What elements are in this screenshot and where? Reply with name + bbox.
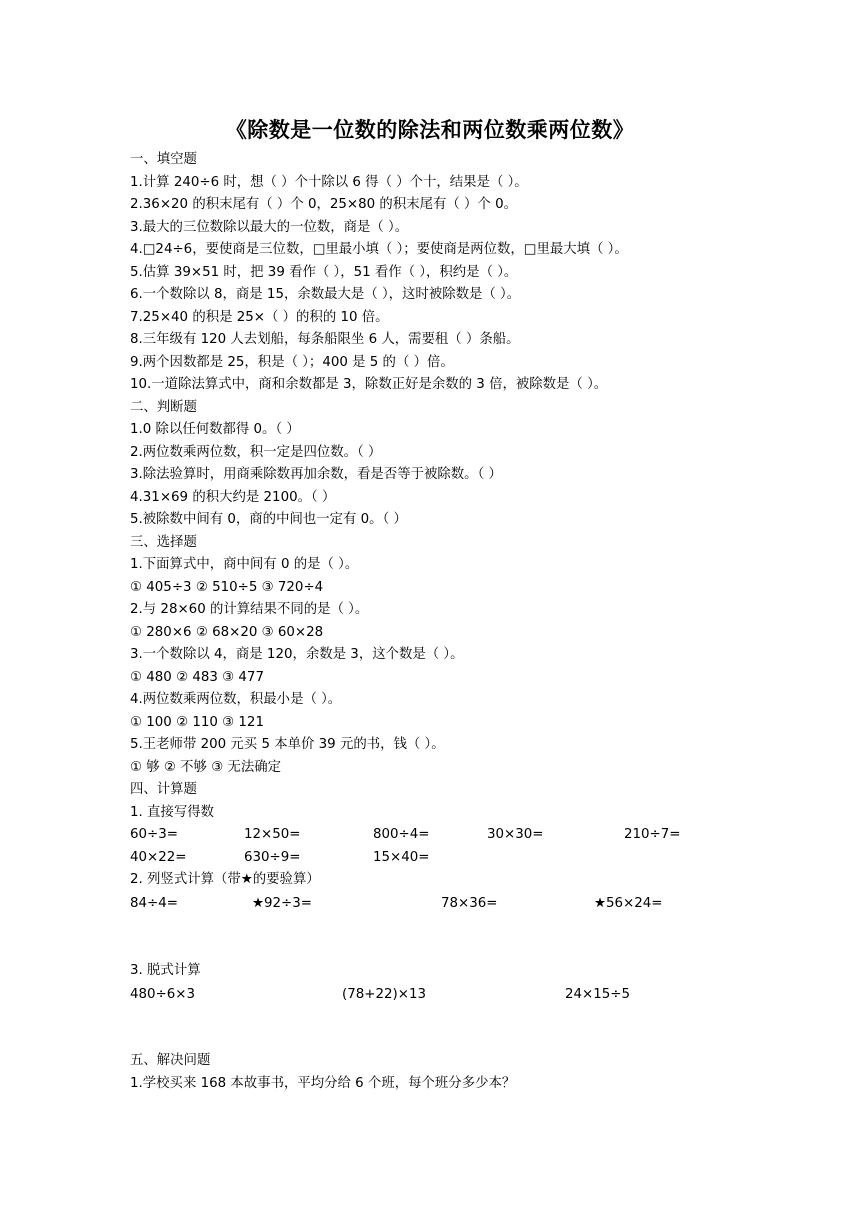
oral-calc-item: 12×50= bbox=[244, 827, 301, 842]
vertical-calc-item: ★56×24= bbox=[594, 896, 663, 911]
vertical-calc-item: 78×36= bbox=[441, 896, 498, 911]
step-calc-item: 480÷6×3 bbox=[130, 987, 196, 1002]
section-heading-word-problems: 五、解决问题 bbox=[130, 1053, 211, 1068]
step-calc-item: (78+22)×13 bbox=[342, 987, 427, 1002]
choice-question-2: 2.与 28×60 的计算结果不同的是（ ）。 bbox=[130, 602, 369, 617]
choice-options-4: ① 100 ② 110 ③ 121 bbox=[130, 715, 264, 730]
oral-calc-item: 15×40= bbox=[373, 850, 430, 865]
step-calc-item: 24×15÷5 bbox=[565, 987, 631, 1002]
fill-blank-item-6: 6.一个数除以 8，商是 15，余数最大是（ ），这时被除数是（ ）。 bbox=[130, 287, 521, 302]
fill-blank-item-4: 4.□24÷6，要使商是三位数，□里最小填（ ）；要使商是两位数，□里最大填（ ）。 bbox=[130, 242, 628, 257]
oral-calc-item: 210÷7= bbox=[624, 827, 681, 842]
choice-question-5: 5.王老师带 200 元买 5 本单价 39 元的书，钱（ ）。 bbox=[130, 737, 445, 752]
choice-question-4: 4.两位数乘两位数，积最小是（ ）。 bbox=[130, 692, 342, 707]
section-heading-true-false: 二、判断题 bbox=[130, 400, 197, 415]
fill-blank-item-1: 1.计算 240÷6 时，想（ ）个十除以 6 得（ ）个十，结果是（ ）。 bbox=[130, 175, 528, 190]
true-false-item-1: 1.0 除以任何数都得 0。（ ） bbox=[130, 422, 300, 437]
choice-question-1: 1.下面算式中，商中间有 0 的是（ ）。 bbox=[130, 557, 359, 572]
choice-options-3: ① 480 ② 483 ③ 477 bbox=[130, 670, 264, 685]
oral-calc-item: 40×22= bbox=[130, 850, 187, 865]
fill-blank-item-8: 8.三年级有 120 人去划船，每条船限坐 6 人，需要租（ ）条船。 bbox=[130, 332, 520, 347]
fill-blank-item-7: 7.25×40 的积是 25×（ ）的积的 10 倍。 bbox=[130, 310, 389, 325]
fill-blank-item-10: 10.一道除法算式中，商和余数都是 3，除数正好是余数的 3 倍，被除数是（ ）。 bbox=[130, 377, 608, 392]
step-calc-label: 3. 脱式计算 bbox=[130, 963, 201, 978]
true-false-item-2: 2.两位数乘两位数，积一定是四位数。（ ） bbox=[130, 445, 382, 460]
oral-calc-label: 1. 直接写得数 bbox=[130, 805, 214, 820]
oral-calc-item: 30×30= bbox=[487, 827, 544, 842]
oral-calc-item: 630÷9= bbox=[244, 850, 301, 865]
true-false-item-4: 4.31×69 的积大约是 2100。（ ） bbox=[130, 490, 336, 505]
true-false-item-5: 5.被除数中间有 0，商的中间也一定有 0。（ ） bbox=[130, 512, 407, 527]
fill-blank-item-5: 5.估算 39×51 时，把 39 看作（ ），51 看作（ ），积约是（ ）。 bbox=[130, 265, 518, 280]
section-heading-fill-blank: 一、填空题 bbox=[130, 152, 197, 167]
oral-calc-item: 60÷3= bbox=[130, 827, 178, 842]
vertical-calc-item: 84÷4= bbox=[130, 896, 178, 911]
vertical-calc-label: 2. 列竖式计算（带★的要验算） bbox=[130, 872, 320, 887]
oral-calc-item: 800÷4= bbox=[373, 827, 430, 842]
word-problem-1: 1.学校买来 168 本故事书，平均分给 6 个班，每个班分多少本？ bbox=[130, 1076, 516, 1091]
section-heading-choice: 三、选择题 bbox=[130, 535, 197, 550]
choice-options-1: ① 405÷3 ② 510÷5 ③ 720÷4 bbox=[130, 580, 324, 595]
choice-options-5: ① 够 ② 不够 ③ 无法确定 bbox=[130, 760, 282, 775]
choice-question-3: 3.一个数除以 4，商是 120，余数是 3，这个数是（ ）。 bbox=[130, 647, 464, 662]
true-false-item-3: 3.除法验算时，用商乘除数再加余数，看是否等于被除数。（ ） bbox=[130, 467, 502, 482]
choice-options-2: ① 280×6 ② 68×20 ③ 60×28 bbox=[130, 625, 324, 640]
fill-blank-item-9: 9.两个因数都是 25，积是（ ）；400 是 5 的（ ）倍。 bbox=[130, 355, 454, 370]
section-heading-calculation: 四、计算题 bbox=[130, 782, 197, 797]
vertical-calc-item: ★92÷3= bbox=[252, 896, 313, 911]
worksheet-title: 《除数是一位数的除法和两位数乘两位数》 bbox=[225, 118, 635, 142]
fill-blank-item-3: 3.最大的三位数除以最大的一位数，商是（ ）。 bbox=[130, 220, 409, 235]
fill-blank-item-2: 2.36×20 的积末尾有（ ）个 0，25×80 的积末尾有（ ）个 0。 bbox=[130, 197, 517, 212]
